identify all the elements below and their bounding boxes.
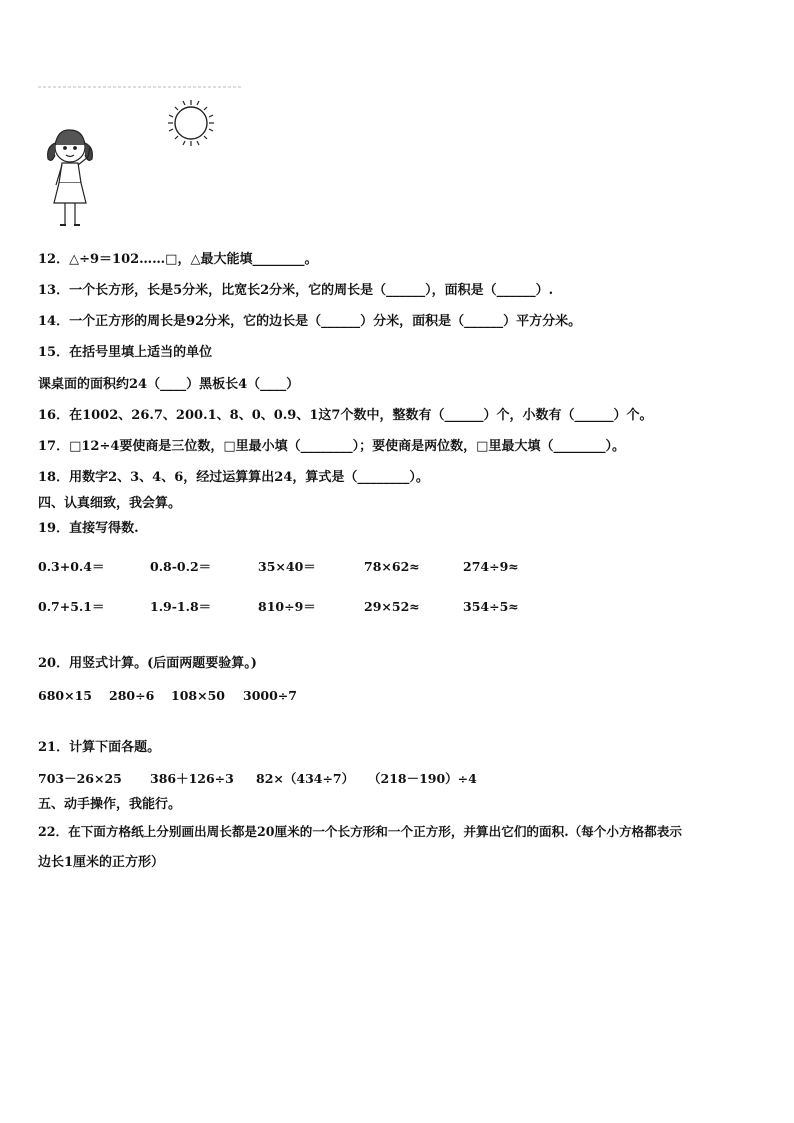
q21-item: （218－190）÷4 [368,771,477,786]
sun-icon [168,100,214,146]
q21-item: 386＋126÷3 [150,771,234,786]
q20-item: 3000÷7 [243,688,297,703]
q19-item: 29×52≈ [364,599,420,614]
question-20: 20．用竖式计算。(后面两题要验算。) [38,656,257,671]
question-13: 13．一个长方形，长是5分米，比宽长2分米，它的周长是（______），面积是（______）. [38,283,554,298]
q19-item: 0.7+5.1＝ [38,599,105,614]
question-22-line1: 22．在下面方格纸上分别画出周长都是20厘米的一个长方形和一个正方形，并算出它们的面积.（每个小方格都表示 [38,824,682,839]
question-18: 18．用数字2、3、4、6，经过运算算出24，算式是（________）。 [38,470,429,485]
girl-figure [48,130,93,225]
q19-item: 78×62≈ [364,559,420,574]
illustration-svg [38,85,243,240]
section-5-heading: 五、动手操作，我能行。 [38,797,182,812]
q19-item: 810÷9＝ [258,599,316,614]
q19-item: 354÷5≈ [463,599,519,614]
q19-item: 0.3+0.4＝ [38,559,105,574]
q19-item: 35×40＝ [258,559,316,574]
q19-item: 274÷9≈ [463,559,519,574]
question-15: 15．在括号里填上适当的单位 [38,345,213,360]
q19-item: 1.9-1.8＝ [150,599,212,614]
q21-item: 703－26×25 [38,771,122,786]
q20-item: 680×15 [38,688,92,703]
question-21: 21．计算下面各题。 [38,740,161,755]
q20-item: 108×50 [171,688,225,703]
section-4-heading: 四、认真细致，我会算。 [38,496,182,511]
question-22-line2: 边长1厘米的正方形） [38,855,165,870]
question-14: 14．一个正方形的周长是92分米，它的边长是（______）分米，面积是（______）平方分米。 [38,314,582,329]
q20-item: 280÷6 [109,688,155,703]
q19-item: 0.8-0.2＝ [150,559,212,574]
illustration [38,85,243,240]
q21-item: 82×（434÷7） [256,771,355,786]
question-12: 12．△÷9＝102……□，△最大能填________。 [38,252,318,267]
question-15-sub: 课桌面的面积约24（____）黑板长4（____） [38,377,300,392]
question-17: 17．□12÷4要使商是三位数，□里最小填（________）；要使商是两位数，□里最大填（________）。 [38,439,625,454]
question-16: 16．在1002、26.7、200.1、8、0、0.9、1这7个数中，整数有（______）个，小数有（______）个。 [38,408,653,423]
question-19: 19．直接写得数. [38,521,139,536]
